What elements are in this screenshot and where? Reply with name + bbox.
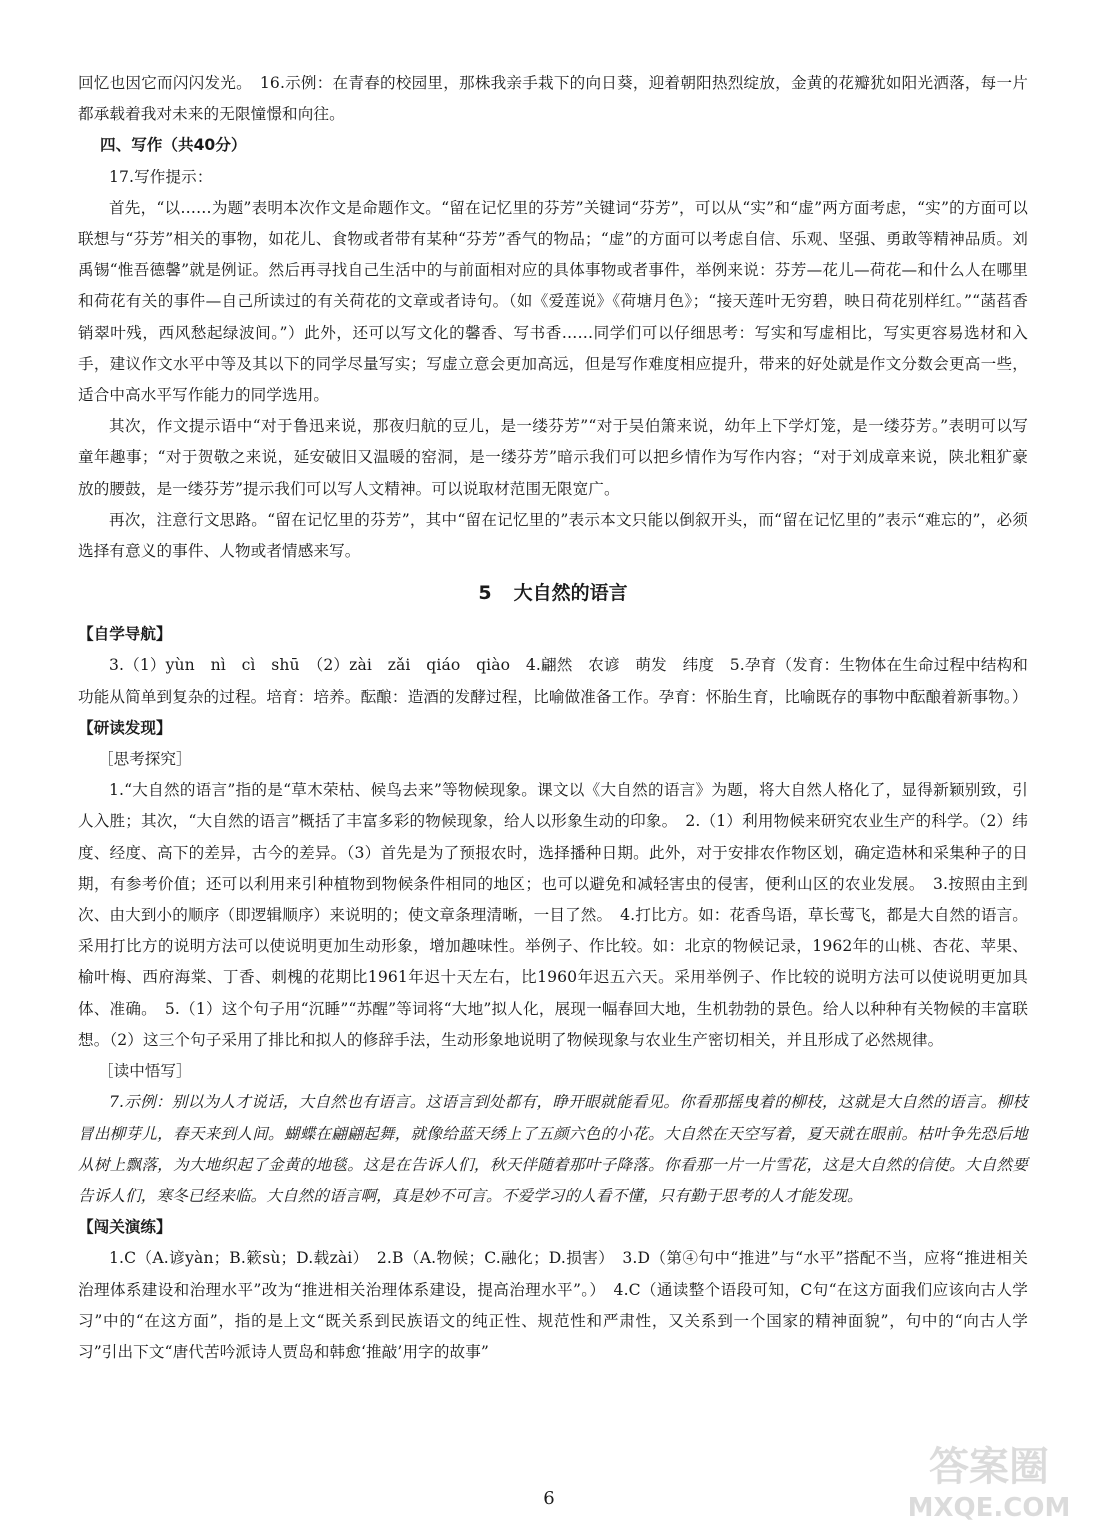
page-content [78, 68, 1028, 1368]
zixue-answers: 3.（1）yùn nì cì shū （2）zài zǎi qiáo qiào 4.翩然 农谚 萌发 纬度 5.孕育（发育：生物体在生命过程中结构和功能从简单到复杂的过程。培育：培养。酝酿：造酒的发酵过程，比喻做准备工作。孕育：怀胎生育，比喻既存的事物中酝酿着新事物。） [78, 656, 1028, 706]
chuangguan-answers: 1.C（A.谚yàn；B.簌sù；D.载zài） 2.B（A.物候；C.融化；D.损害） 3.D（第④句中“推进”与“水平”搭配不当，应将“推进相关治理体系建设和治理水平”改为“推进相关治理体系建设，提高治理水平”。） 4.C（通读整个语段可知，C句“在这方面我们应该向古人学习”中的“在这方面”，指的是上文“既关系到民族语文的纯正性、规范性和严肃性，又关系到一个国家的精神面貌”，句中的“向古人学习”引出下文“唐代苦吟派诗人贾岛和韩愈‘推敲’用字的故事” [78, 1249, 1028, 1361]
writing-section-heading: 四、写作（共40分） [100, 136, 247, 155]
duzhong-subheading: ［读中悟写］ [98, 1062, 192, 1081]
q17-label: 17.写作提示： [109, 167, 213, 186]
watermark-text-cn: 答案圈 [929, 1444, 1049, 1490]
writing-tip-first: 首先，“以……为题”表明本次作文是命题作文。“留在记忆里的芬芳”关键词“芬芳”，可以从“实”和“虚”两方面考虑，“实”的方面可以联想与“芬芳”相关的事物，如花儿、食物或者带有某种“芬芳”香气的物品；“虚”的方面可以考虑自信、乐观、坚强、勇敢等精神品质。刘禹锡“惟吾德馨”就是例证。然后再寻找自己生活中的与前面相对应的具体事物或者事件，举例来说：芬芳—花儿—荷花—和什么人在哪里和荷花有关的事件—自己所读过的有关荷花的文章或者诗句。（如《爱莲说》《荷塘月色》；“接天莲叶无穷碧，映日荷花别样红。”“菡萏香销翠叶残，西风愁起绿波间。”）此外，还可以写文化的馨香、写书香……同学们可以仔细思考：写实和写虚相比，写实更容易选材和入手，建议作文水平中等及其以下的同学尽量写实；写虚立意会更加高远，但是写作难度相应提升，带来的好处就是作文分数会更高一些，适合中高水平写作能力的同学选用。 [78, 198, 1028, 405]
page-number: 6 [543, 1488, 555, 1509]
zixue-heading: 【自学导航】 [78, 625, 172, 644]
answer-16-paragraph: 回忆也因它而闪闪发光。 16.示例：在青春的校园里，那株我亲手栽下的向日葵，迎着朝阳热烈绽放，金黄的花瓣犹如阳光洒落，每一片都承载着我对未来的无限憧憬和向往。 [78, 74, 1028, 124]
writing-tip-second: 其次，作文提示语中“对于鲁迅来说，那夜归航的豆儿，是一缕芬芳”“对于吴伯箫来说，幼年上下学灯笼，是一缕芬芳。”表明可以写童年趣事；“对于贺敬之来说，延安破旧又温暖的窑洞，是一缕芬芳”暗示我们可以把乡情作为写作内容；“对于刘成章来说，陕北粗犷豪放的腰鼓，是一缕芬芳”提示我们可以写人文精神。可以说取材范围无限宽广。 [78, 417, 1028, 498]
yandu-heading: 【研读发现】 [78, 718, 172, 737]
watermark-text-en: MXQE.COM [907, 1493, 1071, 1523]
chuangguan-heading: 【闯关演练】 [78, 1218, 172, 1237]
lesson-number: 5 [478, 582, 492, 605]
watermark-logo [894, 1432, 1084, 1528]
lesson-title [78, 579, 1028, 607]
writing-tip-third: 再次，注意行文思路。“留在记忆里的芬芳”，其中“留在记忆里的”表示本文只能以倒叙开头，而“留在记忆里的”表示“难忘的”，必须选择有意义的事件、人物或者情感来写。 [78, 510, 1028, 561]
duzhong-answer: 7.示例：别以为人才说话，大自然也有语言。这语言到处都有，睁开眼就能看见。你看那摇曳着的柳枝，这就是大自然的语言。柳枝冒出柳芽儿，春天来到人间。蝴蝶在翩翩起舞，就像给蓝天绣上了五颜六色的小花。大自然在天空写着，夏天就在眼前。枯叶争先恐后地从树上飘落，为大地织起了金黄的地毯。这是在告诉人们，秋天伴随着那叶子降落。你看那一片一片雪花，这是大自然的信使。大自然要告诉人们，寒冬已经来临。大自然的语言啊，真是妙不可言。不爱学习的人看不懂，只有勤于思考的人才能发现。 [78, 1093, 1028, 1205]
lesson-name: 大自然的语言 [513, 582, 628, 605]
sikao-subheading: ［思考探究］ [98, 750, 192, 769]
sikao-answers: 1.“大自然的语言”指的是“草木荣枯、候鸟去来”等物候现象。课文以《大自然的语言》为题，将大自然人格化了，显得新颖别致，引人入胜；其次，“大自然的语言”概括了丰富多彩的物候现象，给人以形象生动的印象。 2.（1）利用物候来研究农业生产的科学。（2）纬度、经度、高下的差异，古今的差异。（3）首先是为了预报农时，选择播种日期。此外，对于安排农作物区划，确定造林和采集种子的日期，有参考价值；还可以利用来引种植物到物候条件相同的地区；也可以避免和减轻害虫的侵害，便利山区的农业发展。 3.按照由主到次、由大到小的顺序（即逻辑顺序）来说明的；使文章条理清晰，一目了然。 4.打比方。如：花香鸟语，草长莺飞，都是大自然的语言。采用打比方的说明方法可以使说明更加生动形象，增加趣味性。举例子、作比较。如：北京的物候记录，1962年的山桃、杏花、苹果、榆叶梅、西府海棠、丁香、刺槐的花期比1961年迟十天左右，比1960年迟五六天。采用举例子、作比较的说明方法可以使说明更加具体、准确。 5.（1）这个句子用“沉睡”“苏醒”等词将“大地”拟人化，展现一幅春回大地，生机勃勃的景色。给人以种种有关物候的丰富联想。（2）这三个句子采用了排比和拟人的修辞手法，生动形象地说明了物候现象与农业生产密切相关，并且形成了必然规律。 [78, 781, 1028, 1049]
